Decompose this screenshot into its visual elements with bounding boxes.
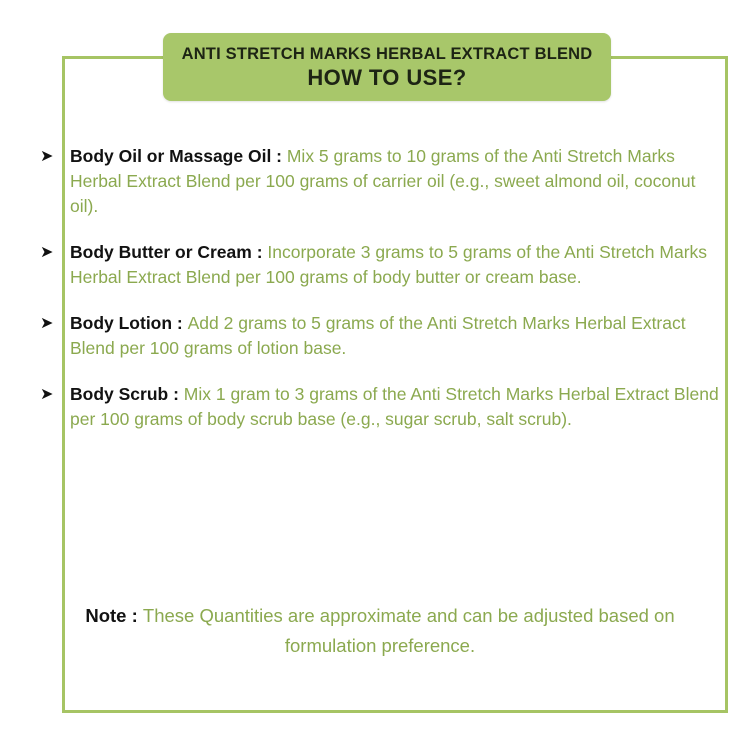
note-label: Note :: [85, 605, 143, 626]
list-item-label: Body Oil or Massage Oil :: [70, 146, 287, 166]
header-badge: [163, 33, 611, 101]
note-text: These Quantities are approximate and can be adjusted based on formulation preference.: [142, 605, 675, 656]
arrow-bullet-icon: ➤: [40, 244, 54, 261]
arrow-bullet-icon: ➤: [40, 315, 54, 332]
page-title: HOW TO USE?: [307, 65, 467, 90]
product-title: ANTI STRETCH MARKS HERBAL EXTRACT BLEND: [181, 45, 593, 63]
list-item-description: Mix 1 gram to 3 grams of the Anti Stretch Marks Herbal Extract Blend per 100 grams of body scrub base (e.g., sugar scrub, salt scrub).: [70, 384, 719, 429]
list-item-description: Add 2 grams to 5 grams of the Anti Stretch Marks Herbal Extract Blend per 100 grams of lotion base.: [70, 313, 686, 358]
list-item-text: [70, 382, 728, 432]
arrow-bullet-icon: ➤: [40, 148, 54, 165]
list-item-label: Body Lotion :: [70, 313, 188, 333]
arrow-bullet-icon: ➤: [40, 386, 54, 403]
list-item-text: [70, 144, 728, 219]
list-item-body-scrub: [40, 382, 728, 432]
list-item-text: [70, 311, 728, 361]
list-item-label: Body Butter or Cream :: [70, 242, 268, 262]
list-item-body-oil: [40, 144, 728, 219]
instructions-list: [40, 144, 728, 453]
list-item-body-butter: [40, 240, 728, 290]
list-item-description: Mix 5 grams to 10 grams of the Anti Stretch Marks Herbal Extract Blend per 100 grams of carrier oil (e.g., sweet almond oil, coconut oil).: [70, 146, 696, 216]
list-item-text: [70, 240, 728, 290]
list-item-label: Body Scrub :: [70, 384, 184, 404]
list-item-body-lotion: [40, 311, 728, 361]
list-item-description: Incorporate 3 grams to 5 grams of the Anti Stretch Marks Herbal Extract Blend per 100 grams of body butter or cream base.: [70, 242, 708, 287]
note: [40, 601, 720, 661]
